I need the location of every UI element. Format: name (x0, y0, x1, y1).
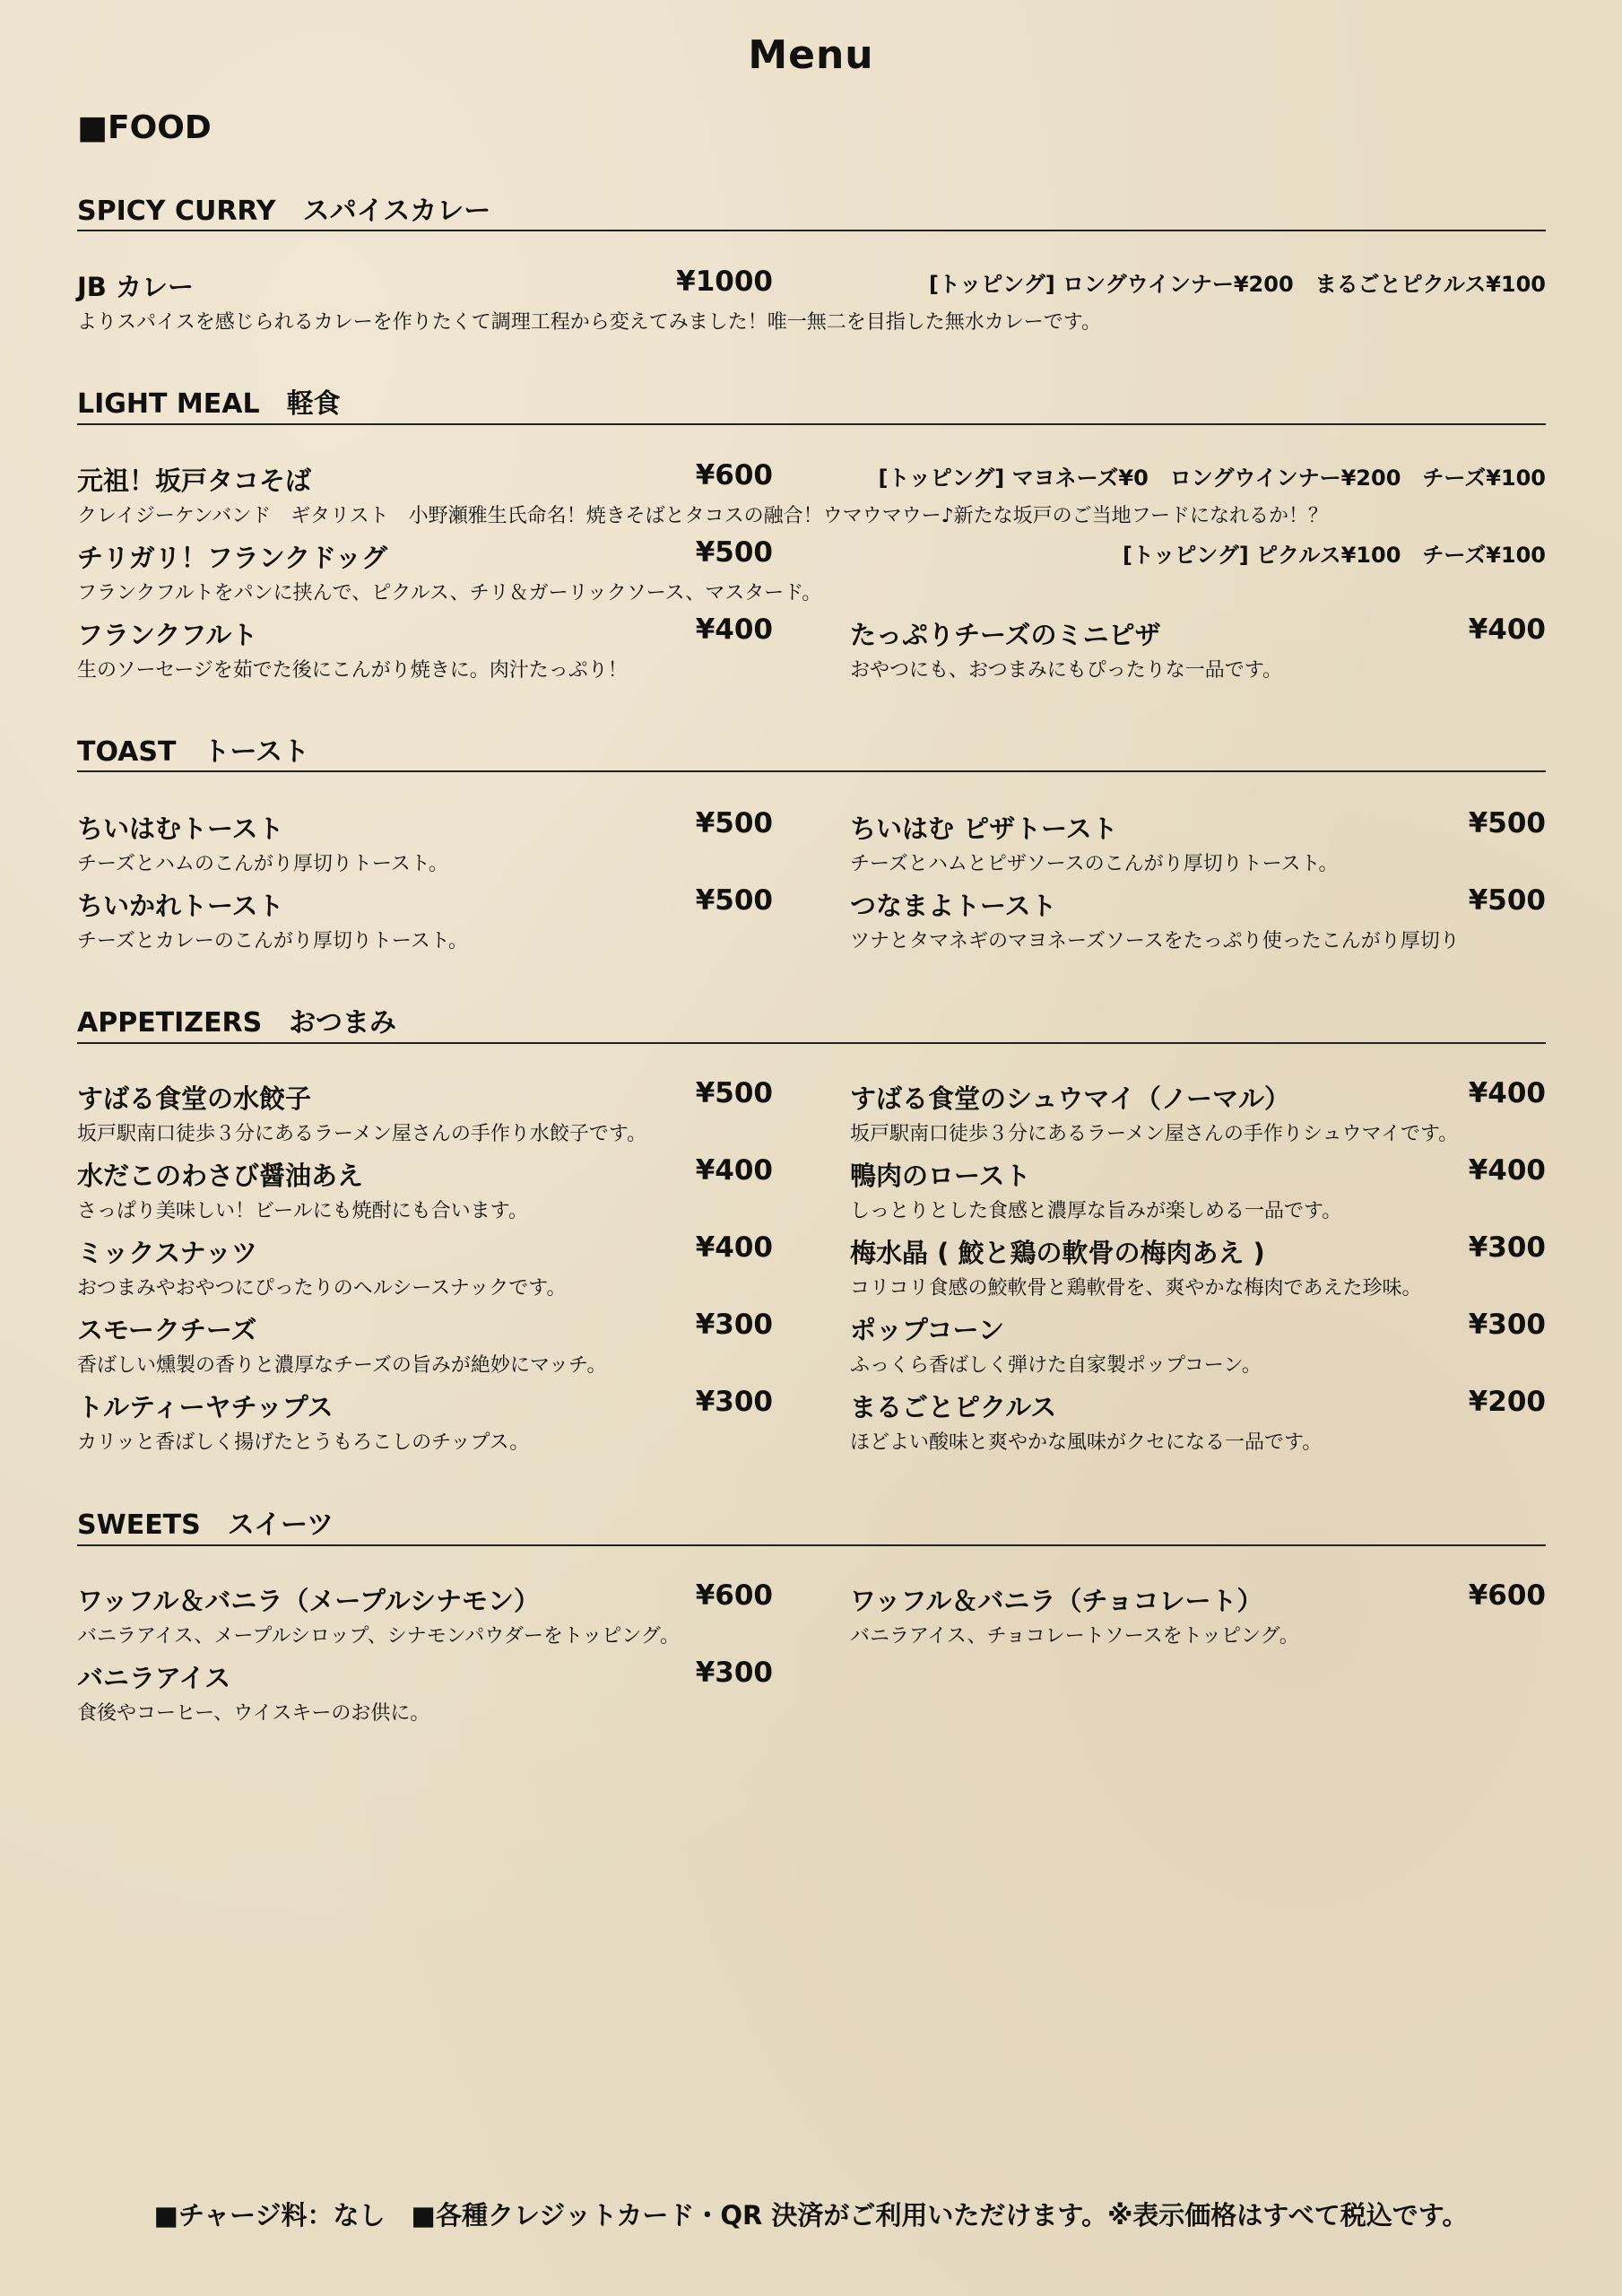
menu-item-price: ¥300 (1468, 1309, 1546, 1341)
menu-item-name: チリガリ！フランクドッグ (77, 543, 387, 573)
menu-item-name: バニラアイス (77, 1663, 231, 1693)
menu-item-name: ミックスナッツ (77, 1238, 257, 1268)
menu-item-name: すばる食堂の水餃子 (77, 1083, 312, 1114)
section-divider (77, 1042, 1546, 1044)
menu-item-price: ¥400 (695, 613, 773, 646)
section-title-curry: SPICY CURRY スパイスカレー (77, 196, 491, 227)
menu-item-name: 水だこのわさび醤油あえ (77, 1161, 364, 1191)
menu-item-name: ちいはむトースト (77, 813, 284, 844)
menu-item-name: すばる食堂のシュウマイ（ノーマル） (850, 1083, 1290, 1114)
menu-item-price: ¥500 (695, 807, 773, 839)
menu-item-name: まるごとピクルス (850, 1392, 1057, 1422)
menu-item-description: おやつにも、おつまみにもぴったりな一品です。 (850, 659, 1283, 682)
menu-item-name: 梅水晶 ( 鮫と鶏の軟骨の梅肉あえ ) (850, 1238, 1265, 1268)
menu-item-description: よりスパイスを感じられるカレーを作りたくて調理工程から変えてみました！唯一無二を目指した無水カレーです。 (77, 311, 1102, 334)
menu-item-price: ¥500 (1468, 884, 1546, 917)
menu-item-name: 元祖！坂戸タコそば (77, 465, 312, 496)
menu-item-description: チーズとハムのこんがり厚切りトースト。 (77, 853, 448, 875)
menu-item-name: ちいかれトースト (77, 891, 284, 921)
menu-item-price: ¥500 (695, 1077, 773, 1109)
menu-item-description: クレイジーケンバンド ギタリスト 小野瀬雅生氏命名！焼きそばとタコスの融合！ウマウマウー♪新たな坂戸のご当地フードになれるか！？ (77, 505, 1328, 527)
menu-item-topping: [トッピング] ロングウインナー¥200 まるごとピクルス¥100 (928, 272, 1546, 297)
menu-item-price: ¥600 (695, 1579, 773, 1612)
menu-item-topping: [トッピング] マヨネーズ¥0 ロングウインナー¥200 チーズ¥100 (878, 465, 1546, 491)
section-title-sweets: SWEETS スイーツ (77, 1509, 334, 1541)
menu-item-name: つなまよトースト (850, 891, 1057, 921)
menu-item-price: ¥400 (1468, 1154, 1546, 1187)
menu-item-price: ¥300 (695, 1386, 773, 1418)
menu-item-price: ¥400 (695, 1231, 773, 1264)
menu-item-description: 坂戸駅南口徒歩３分にあるラーメン屋さんの手作りシュウマイです。 (850, 1123, 1459, 1145)
footer-note: ■チャージ料：なし ■各種クレジットカード・QR 決済がご利用いただけます。※表示価格はすべて税込です。 (153, 2200, 1469, 2231)
menu-item-price: ¥300 (695, 1309, 773, 1341)
section-divider (77, 770, 1546, 772)
menu-item-description: ふっくら香ばしく弾けた自家製ポップコーン。 (850, 1354, 1262, 1377)
menu-item-price: ¥600 (1468, 1579, 1546, 1612)
menu-item-name: ポップコーン (850, 1315, 1004, 1345)
menu-item-price: ¥500 (695, 884, 773, 917)
menu-item-description: しっとりとした食感と濃厚な旨みが楽しめる一品です。 (850, 1200, 1342, 1222)
menu-item-description: フランクフルトをパンに挟んで、ピクルス、チリ＆ガーリックソース、マスタード。 (77, 582, 822, 604)
page-title: Menu (748, 32, 874, 78)
menu-item-topping: [トッピング] ピクルス¥100 チーズ¥100 (1122, 543, 1546, 568)
menu-item-description: おつまみやおやつにぴったりのヘルシースナックです。 (77, 1277, 567, 1300)
section-divider (77, 230, 1546, 231)
menu-item-description: さっぱり美味しい！ビールにも焼酎にも合います。 (77, 1200, 528, 1222)
menu-item-description: 生のソーセージを茹でた後にこんがり焼きに。肉汁たっぷり！ (77, 659, 628, 682)
menu-item-name: ワッフル＆バニラ（チョコレート） (850, 1586, 1263, 1616)
menu-item-price: ¥400 (1468, 613, 1546, 646)
menu-item-name: フランクフルト (77, 620, 258, 650)
menu-item-description: 香ばしい燻製の香りと濃厚なチーズの旨みが絶妙にマッチ。 (77, 1354, 607, 1377)
section-divider (77, 1544, 1546, 1546)
menu-item-description: コリコリ食感の鮫軟骨と鶏軟骨を、爽やかな梅肉であえた珍味。 (850, 1277, 1422, 1300)
menu-item-price: ¥500 (1468, 807, 1546, 839)
menu-item-description: チーズとカレーのこんがり厚切りトースト。 (77, 930, 468, 952)
menu-item-description: バニラアイス、チョコレートソースをトッピング。 (850, 1625, 1299, 1648)
menu-item-description: 坂戸駅南口徒歩３分にあるラーメン屋さんの手作り水餃子です。 (77, 1123, 647, 1145)
menu-item-price: ¥400 (695, 1154, 773, 1187)
menu-item-name: 鴨肉のロースト (850, 1161, 1031, 1191)
menu-item-name: スモークチーズ (77, 1315, 257, 1345)
menu-item-description: カリッと香ばしく揚げたとうもろこしのチップス。 (77, 1431, 530, 1454)
menu-item-description: 食後やコーヒー、ウイスキーのお供に。 (77, 1702, 430, 1725)
menu-item-description: バニラアイス、メープルシロップ、シナモンパウダーをトッピング。 (77, 1625, 680, 1648)
menu-item-price: ¥400 (1468, 1077, 1546, 1109)
section-title-light-meal: LIGHT MEAL 軽食 (77, 388, 341, 420)
menu-item-price: ¥300 (1468, 1231, 1546, 1264)
menu-item-price: ¥600 (695, 459, 773, 491)
menu-item-description: ツナとタマネギのマヨネーズソースをたっぷり使ったこんがり厚切り (850, 930, 1460, 952)
menu-item-price: ¥1000 (676, 265, 773, 298)
menu-item-name: ちいはむ ピザトースト (850, 813, 1118, 844)
menu-item-price: ¥200 (1468, 1386, 1546, 1418)
section-divider (77, 423, 1546, 425)
menu-item-name: トルティーヤチップス (77, 1392, 334, 1422)
menu-item-price: ¥300 (695, 1657, 773, 1689)
menu-item-description: ほどよい酸味と爽やかな風味がクセになる一品です。 (850, 1431, 1323, 1454)
menu-item-description: チーズとハムとピザソースのこんがり厚切りトースト。 (850, 853, 1339, 875)
menu-item-name: たっぷりチーズのミニピザ (850, 620, 1161, 650)
menu-item-price: ¥500 (695, 536, 773, 569)
menu-item-name: JB カレー (77, 272, 194, 302)
food-header: ■FOOD (77, 109, 212, 146)
section-title-toast: TOAST トースト (77, 736, 309, 768)
section-title-appetizers: APPETIZERS おつまみ (77, 1007, 396, 1039)
menu-item-name: ワッフル＆バニラ（メープルシナモン） (77, 1586, 541, 1616)
